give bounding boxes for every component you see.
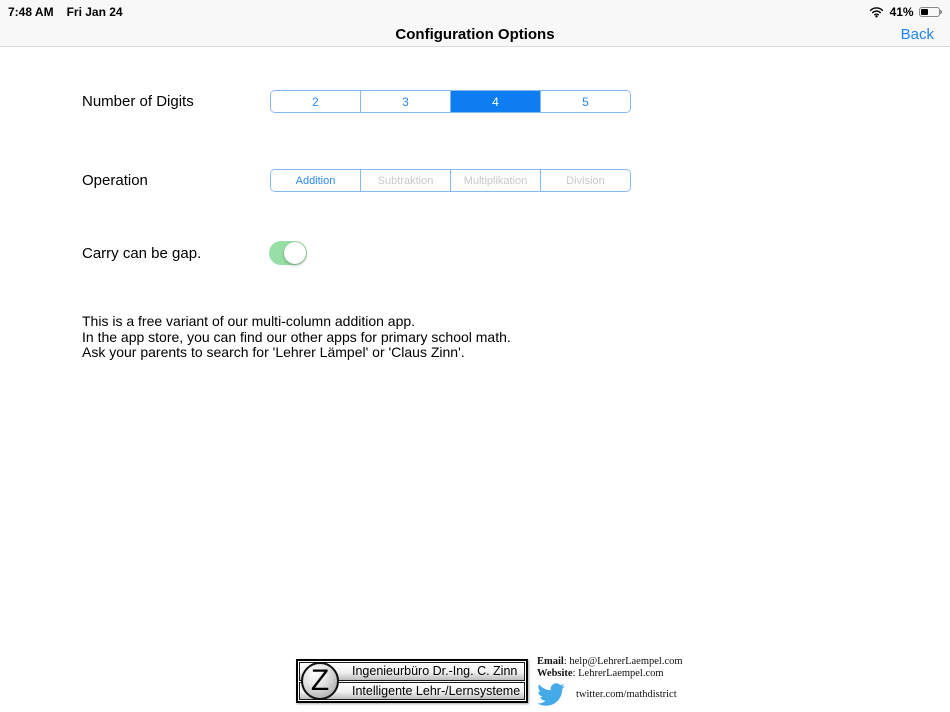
info-line-2: In the app store, you can find our other apps for primary school math. [82, 328, 511, 345]
status-left [8, 5, 123, 19]
status-right [869, 5, 942, 19]
status-date: Fri Jan 24 [66, 5, 123, 19]
contact-block [537, 656, 717, 706]
company-logo [296, 659, 528, 703]
wifi-icon [869, 6, 884, 18]
z-logo-letter: Z [310, 664, 330, 697]
digits-option-4-selected[interactable]: 4 [450, 91, 540, 112]
battery-percent: 41% [889, 5, 914, 19]
carry-label: Carry can be gap. [82, 245, 202, 262]
status-time: 7:48 AM [8, 5, 54, 19]
digits-option-2[interactable]: 2 [271, 91, 360, 112]
operation-label: Operation [82, 172, 148, 189]
operation-segmented-control [270, 169, 631, 192]
battery-icon [919, 7, 942, 18]
info-line-1: This is a free variant of our multi-column addition app. [82, 313, 416, 329]
operation-option-subtraktion: Subtraktion [360, 170, 450, 191]
digits-label: Number of Digits [82, 93, 194, 110]
z-logo-icon [301, 662, 339, 700]
digits-option-3[interactable]: 3 [360, 91, 450, 112]
operation-option-division: Division [540, 170, 630, 191]
info-text [82, 314, 511, 361]
digits-option-5[interactable]: 5 [540, 91, 630, 112]
twitter-bird-icon [537, 683, 565, 706]
carry-toggle-knob [284, 242, 306, 264]
operation-option-addition[interactable]: Addition [271, 170, 360, 191]
website-label: Website [537, 668, 573, 679]
carry-toggle[interactable] [269, 241, 307, 265]
twitter-handle: twitter.com/mathdistrict [576, 688, 677, 700]
top-bar [0, 0, 950, 47]
page-title: Configuration Options [395, 26, 555, 43]
company-tagline-text: Intelligente Lehr-/Lernsysteme [352, 683, 521, 698]
contact-website [537, 668, 717, 680]
digits-segmented-control [270, 90, 631, 113]
company-name-text: Ingenieurbüro Dr.-Ing. C. Zinn [352, 664, 518, 679]
status-bar [0, 0, 950, 24]
email-label: Email [537, 656, 564, 667]
nav-bar [0, 24, 950, 47]
info-line-3: Ask your parents to search for 'Lehrer Lämpel' or 'Claus Zinn'. [82, 344, 465, 361]
contact-email [537, 656, 717, 668]
twitter-link[interactable] [537, 683, 717, 706]
email-value: : help@LehrerLaempel.com [563, 656, 683, 667]
battery-fill [921, 9, 928, 16]
back-button[interactable]: Back [900, 26, 934, 43]
website-value: : LehrerLaempel.com [572, 668, 664, 679]
operation-option-multiplikation: Multiplikation [450, 170, 540, 191]
